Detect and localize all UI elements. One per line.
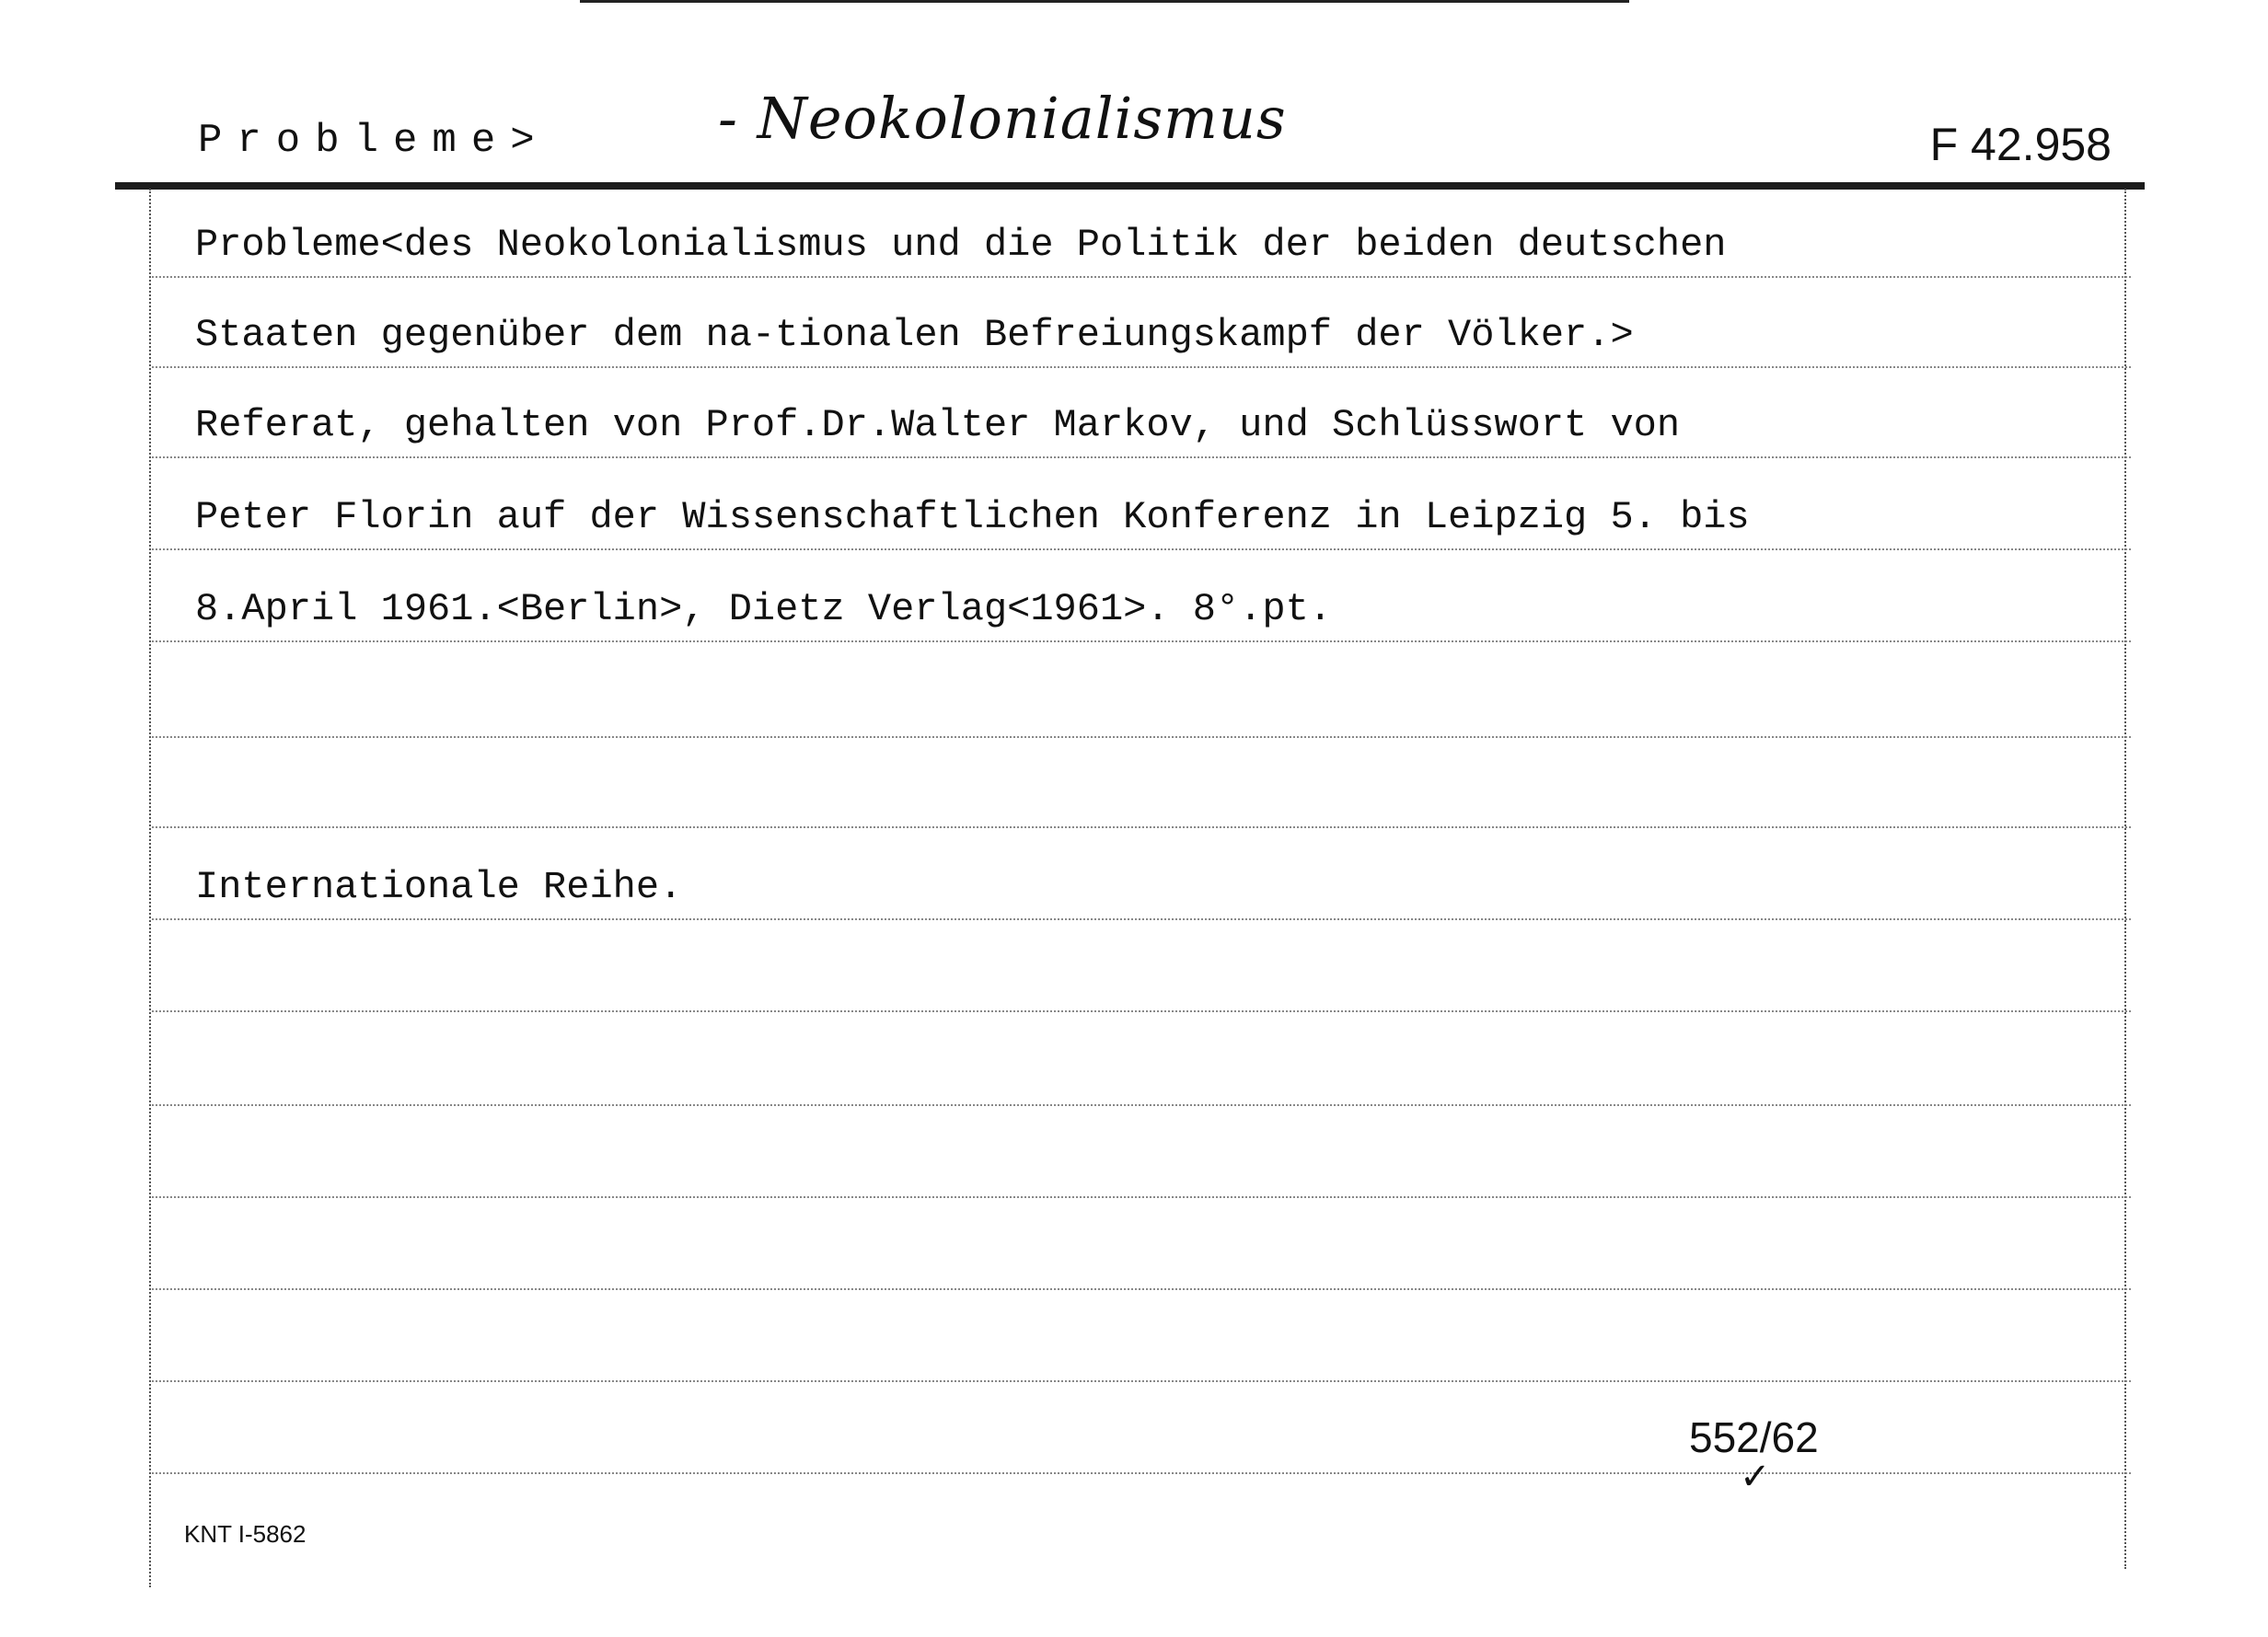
check-mark: ✓ (1740, 1456, 1771, 1498)
ruled-line (152, 1380, 2131, 1382)
ruled-line (152, 918, 2131, 920)
top-edge-line (580, 0, 1629, 3)
ruled-line (152, 366, 2131, 368)
ruled-line (152, 736, 2131, 738)
ruled-line (152, 1288, 2131, 1290)
card-print-code: KNT I-5862 (184, 1520, 307, 1548)
right-margin-dotted-line (2124, 189, 2126, 1569)
entry-line-2: Staaten gegenüber dem na-tionalen Befreiungskampf der Völker.> (195, 313, 1634, 357)
entry-line-4: Peter Florin auf der Wissenschaftlichen Konferenz in Leipzig 5. bis (195, 495, 1750, 539)
entry-line-3: Referat, gehalten von Prof.Dr.Walter Markov, und Schlüsswort von (195, 403, 1681, 447)
file-number: F 42.958 (1929, 119, 2112, 170)
header-rule (115, 182, 2145, 190)
ruled-line (152, 276, 2131, 278)
ruled-line (152, 548, 2131, 550)
ruled-line (152, 1196, 2131, 1198)
ruled-line (152, 826, 2131, 828)
ruled-line (152, 1472, 2131, 1474)
accession-number: 552/62 (1689, 1413, 1819, 1461)
entry-line-5: 8.April 1961.<Berlin>, Dietz Verlag<1961>. 8°.pt. (195, 587, 1333, 631)
card-subject-heading: Probleme> (198, 118, 550, 164)
ruled-line (152, 640, 2131, 642)
handwritten-subject: - Neokolonialismus (718, 85, 1287, 152)
ruled-line (152, 456, 2131, 458)
ruled-line (152, 1010, 2131, 1012)
ruled-line (152, 1104, 2131, 1106)
entry-line-1: Probleme<des Neokolonialismus und die Politik der beiden deutschen (195, 223, 1727, 267)
series-note: Internationale Reihe. (195, 865, 683, 909)
left-margin-dotted-line (149, 189, 151, 1587)
